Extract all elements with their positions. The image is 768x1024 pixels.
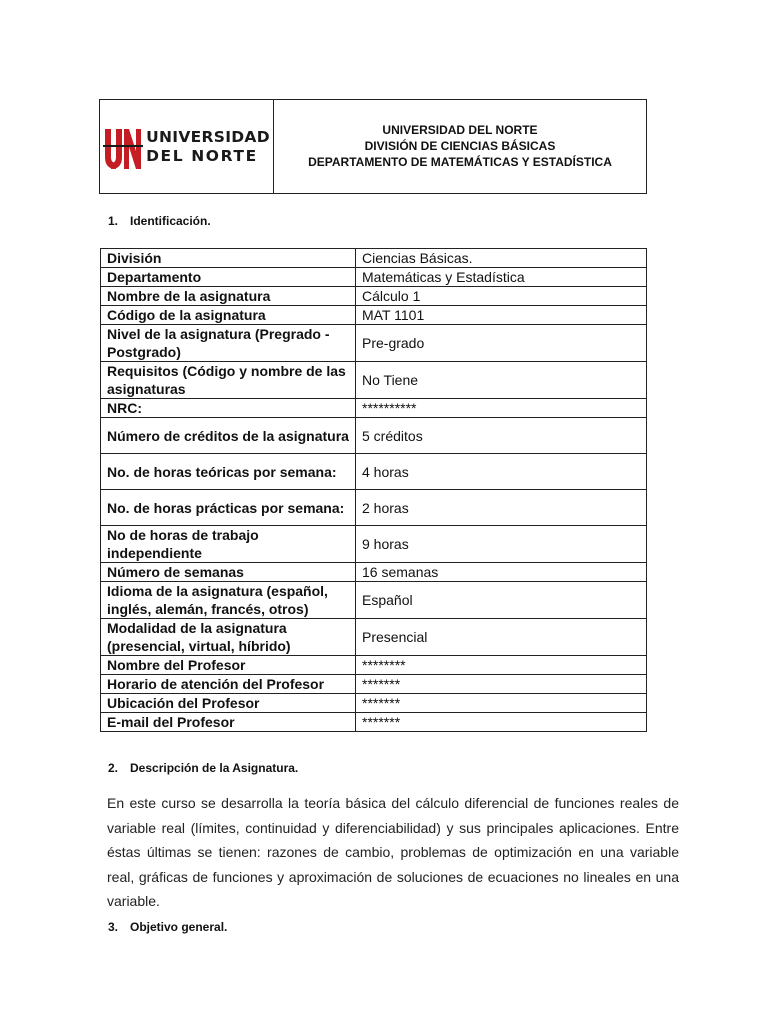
header-title-line-1: UNIVERSIDAD DEL NORTE	[382, 122, 538, 137]
field-label: Número de créditos de la asignatura	[101, 418, 356, 454]
field-label: Requisitos (Código y nombre de las asignaturas	[101, 362, 356, 399]
field-label: E-mail del Profesor	[101, 713, 356, 732]
field-value: Matemáticas y Estadística	[356, 268, 647, 287]
field-label: Número de semanas	[101, 563, 356, 582]
field-label: No. de horas teóricas por semana:	[101, 454, 356, 490]
table-row	[101, 249, 647, 268]
section-number: 2.	[108, 761, 119, 775]
field-value: 5 créditos	[356, 418, 647, 454]
field-value: **********	[356, 399, 647, 418]
field-value: 4 horas	[356, 454, 647, 490]
table-row	[101, 362, 647, 399]
field-value: *******	[356, 694, 647, 713]
section-number: 3.	[108, 920, 119, 934]
header-box	[99, 99, 647, 194]
table-row	[101, 619, 647, 656]
table-row	[101, 490, 647, 526]
field-value: No Tiene	[356, 362, 647, 399]
field-value: 2 horas	[356, 490, 647, 526]
field-value: Presencial	[356, 619, 647, 656]
field-value: Cálculo 1	[356, 287, 647, 306]
logo-cell	[100, 100, 274, 193]
field-label: Departamento	[101, 268, 356, 287]
field-value: MAT 1101	[356, 306, 647, 325]
field-label: Nombre de la asignatura	[101, 287, 356, 306]
table-row	[101, 582, 647, 619]
table-row	[101, 268, 647, 287]
course-description: En este curso se desarrolla la teoría básica del cálculo diferencial de funciones reales de variable real (límites, continuidad y diferenciabilidad) y sus principales aplicaciones. Entre éstas últimas se tienen: razones de cambio, problemas de optimización en una variable real, gráficas de funciones y aproximación de soluciones de ecuaciones no lineales en una variable.	[107, 795, 679, 910]
field-value: Pre-grado	[356, 325, 647, 362]
section-number: 1.	[108, 214, 119, 228]
section-heading-objetivo	[108, 920, 227, 934]
field-label: Modalidad de la asignatura (presencial, virtual, híbrido)	[101, 619, 356, 656]
table-row	[101, 713, 647, 732]
table-row	[101, 287, 647, 306]
table-row	[101, 656, 647, 675]
section-heading-identificacion	[108, 214, 211, 228]
field-value: *******	[356, 675, 647, 694]
section-title: Objetivo general.	[130, 920, 228, 934]
field-label: No de horas de trabajo independiente	[101, 526, 356, 563]
field-label: Nivel de la asignatura (Pregrado - Postgrado)	[101, 325, 356, 362]
identification-table	[100, 248, 647, 732]
logo-line-1: UNIVERSIDAD	[146, 127, 270, 146]
section-title: Identificación.	[130, 214, 211, 228]
table-row	[101, 418, 647, 454]
header-title-line-2: DIVISIÓN DE CIENCIAS BÁSICAS	[364, 138, 556, 153]
table-row	[101, 694, 647, 713]
field-label: Horario de atención del Profesor	[101, 675, 356, 694]
field-label: Código de la asignatura	[101, 306, 356, 325]
field-label: NRC:	[101, 399, 356, 418]
table-row	[101, 399, 647, 418]
table-row	[101, 454, 647, 490]
header-title	[274, 100, 646, 193]
table-row	[101, 563, 647, 582]
field-label: Nombre del Profesor	[101, 656, 356, 675]
field-label: No. de horas prácticas por semana:	[101, 490, 356, 526]
field-label: Idioma de la asignatura (español, inglés, alemán, francés, otros)	[101, 582, 356, 619]
field-value: ********	[356, 656, 647, 675]
un-logo-mark-icon	[103, 121, 143, 173]
header-title-line-3: DEPARTAMENTO DE MATEMÁTICAS Y ESTADÍSTICA	[308, 154, 612, 169]
field-label: Ubicación del Profesor	[101, 694, 356, 713]
field-value: *******	[356, 713, 647, 732]
table-row	[101, 675, 647, 694]
university-logo	[103, 121, 270, 173]
logo-text	[146, 128, 270, 166]
field-value: 16 semanas	[356, 563, 647, 582]
table-row	[101, 306, 647, 325]
logo-line-2: DEL NORTE	[146, 146, 258, 165]
field-value: Español	[356, 582, 647, 619]
table-row	[101, 325, 647, 362]
field-value: 9 horas	[356, 526, 647, 563]
field-value: Ciencias Básicas.	[356, 249, 647, 268]
section-heading-descripcion	[108, 761, 298, 775]
table-row	[101, 526, 647, 563]
section-title: Descripción de la Asignatura.	[130, 761, 299, 775]
field-label: División	[101, 249, 356, 268]
